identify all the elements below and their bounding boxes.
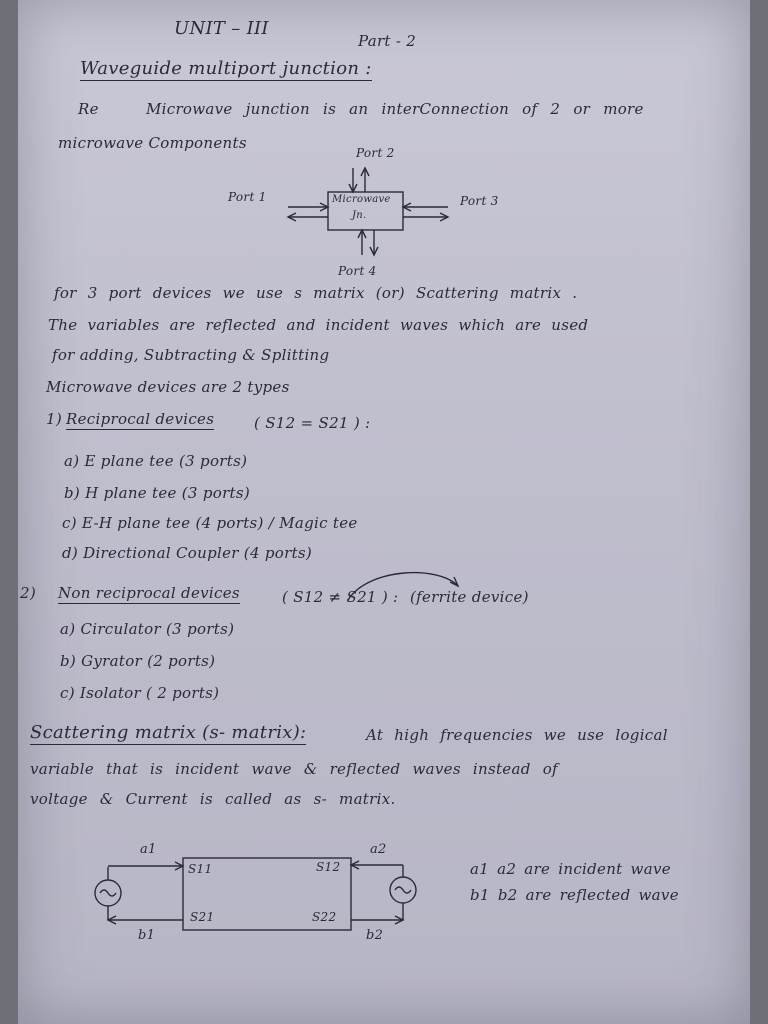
notebook-page	[18, 0, 750, 1024]
s21-label: S21	[190, 910, 215, 924]
port3-label: Port 3	[460, 194, 499, 208]
b1-label: b1	[138, 928, 156, 943]
part-label: Part - 2	[358, 32, 417, 50]
non-reciprocal-condition: ( S12 ≠ S21 ) :	[282, 588, 399, 606]
non-reciprocal-number: 2)	[20, 584, 36, 602]
s11-label: S11	[188, 862, 213, 876]
non-reciprocal-item-b: b) Gyrator (2 ports)	[60, 652, 216, 670]
junction-box-line1: Microwave	[332, 194, 391, 205]
section-title: Waveguide multiport junction :	[80, 58, 372, 79]
smatrix-line3: voltage & Current is called as s- matrix.	[30, 790, 396, 808]
intro-line2: microwave Components	[58, 134, 247, 152]
a2-label: a2	[370, 842, 387, 857]
body-line4: Microwave devices are 2 types	[46, 378, 290, 396]
smatrix-heading: Scattering matrix (s- matrix):	[30, 722, 307, 743]
body-line2: The variables are reflected and incident waves which are used	[48, 316, 589, 334]
ferrite-note: (ferrite device)	[410, 588, 529, 606]
s12-label: S12	[316, 860, 341, 874]
non-reciprocal-heading: Non reciprocal devices	[58, 584, 240, 602]
smatrix-line2: variable that is incident wave & reflected waves instead of	[30, 760, 558, 778]
reciprocal-condition: ( S12 = S21 ) :	[254, 414, 371, 432]
b2-label: b2	[366, 928, 384, 943]
port2-label: Port 2	[356, 146, 395, 160]
reciprocal-item-c: c) E-H plane tee (4 ports) / Magic tee	[62, 514, 358, 532]
non-reciprocal-item-a: a) Circulator (3 ports)	[60, 620, 235, 638]
reciprocal-item-b: b) H plane tee (3 ports)	[64, 484, 251, 502]
smatrix-line1: At high frequencies we use logical	[366, 726, 668, 744]
junction-box-line2: Jn.	[352, 210, 367, 221]
intro-line1: Microwave junction is an interConnection of 2 or more	[146, 100, 644, 118]
reciprocal-number: 1)	[46, 410, 62, 428]
incident-note: a1 a2 are incident wave	[470, 860, 671, 878]
body-line1: for 3 port devices we use s matrix (or) Scattering matrix .	[54, 284, 578, 302]
intro-marker: Re	[78, 100, 99, 118]
port4-label: Port 4	[338, 264, 377, 278]
port1-label: Port 1	[228, 190, 267, 204]
s22-label: S22	[312, 910, 337, 924]
reciprocal-item-d: d) Directional Coupler (4 ports)	[62, 544, 313, 562]
reflected-note: b1 b2 are reflected wave	[470, 886, 679, 904]
body-line3: for adding, Subtracting & Splitting	[52, 346, 330, 364]
a1-label: a1	[140, 842, 157, 857]
reciprocal-heading: Reciprocal devices	[66, 410, 215, 428]
unit-title: UNIT – III	[174, 18, 269, 39]
reciprocal-item-a: a) E plane tee (3 ports)	[64, 452, 248, 470]
non-reciprocal-item-c: c) Isolator ( 2 ports)	[60, 684, 220, 702]
